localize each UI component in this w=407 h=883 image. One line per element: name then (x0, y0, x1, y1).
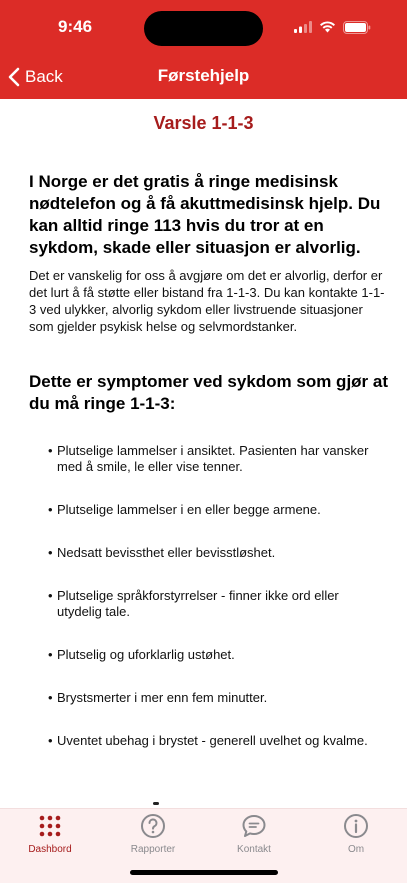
home-indicator[interactable] (130, 870, 278, 875)
symptom-item: • Plutselige språkforstyrrelser - finner ikke ord eller utydelig tale. (48, 588, 378, 620)
symptom-item: • Brystsmerter i mer enn fem minutter. (48, 690, 378, 706)
tab-kontakt[interactable] (214, 813, 294, 859)
info-circle-icon (343, 813, 369, 839)
symptom-item: • Uventet ubehag i brystet - generell uvelhet og kvalme. (48, 733, 378, 749)
nav-title: Førstehjelp (157, 66, 250, 85)
tab-label: Kontakt (237, 844, 271, 855)
status-bar (0, 0, 407, 54)
symptom-list (48, 443, 378, 776)
navigation-bar (0, 54, 407, 99)
intro-paragraph: I Norge er det gratis å ringe medisinsk nødtelefon og å få akuttmedisinsk hjelp. Du kan alltid ringe 113 hvis du tror at en sykdom, skade eller situasjon er alvorlig. (29, 172, 381, 257)
back-label: Back (25, 67, 63, 86)
chat-bubble-icon (241, 813, 267, 839)
body-paragraph: Det er vanskelig for oss å avgjøre om det er alvorlig, derfor er det lurt å få støtte eller bistand fra 1-1-3. Du kan kontakte 1-1-3 ved ulykker, alvorlig sykdom eller livstruende situasjoner som gjelder psykisk helse og selvmordstanker. (29, 268, 385, 334)
tab-label: Rapporter (130, 844, 176, 855)
tab-label: Dashbord (28, 844, 72, 855)
tab-dashbord[interactable] (10, 813, 90, 859)
status-icons (294, 18, 371, 36)
dynamic-island (144, 11, 263, 46)
battery-icon (343, 21, 371, 34)
status-time: 9:46 (58, 17, 93, 36)
content-scroll-area[interactable] (0, 99, 407, 808)
symptom-heading: Dette er symptomer ved sykdom som gjør at du må ringe 1-1-3: (29, 372, 389, 413)
symptom-item: • Nedsatt bevissthet eller bevisstløshet. (48, 545, 378, 561)
tab-label: Om (347, 844, 365, 855)
tab-rapporter[interactable] (113, 813, 193, 859)
grid-dots-icon (37, 813, 63, 839)
wifi-icon (319, 21, 336, 33)
question-circle-icon (140, 813, 166, 839)
clipped-content-edge (153, 802, 159, 805)
tab-om[interactable] (316, 813, 396, 859)
symptom-item: • Plutselige lammelser i ansiktet. Pasienten har vansker med å smile, le eller vise tenner. (48, 443, 378, 475)
page-title: Varsle 1-1-3 (153, 113, 254, 133)
symptom-item: • Plutselige lammelser i en eller begge armene. (48, 502, 378, 518)
app-header (0, 0, 407, 99)
symptom-item: • Plutselig og uforklarlig ustøhet. (48, 647, 378, 663)
signal-icon (294, 21, 312, 33)
